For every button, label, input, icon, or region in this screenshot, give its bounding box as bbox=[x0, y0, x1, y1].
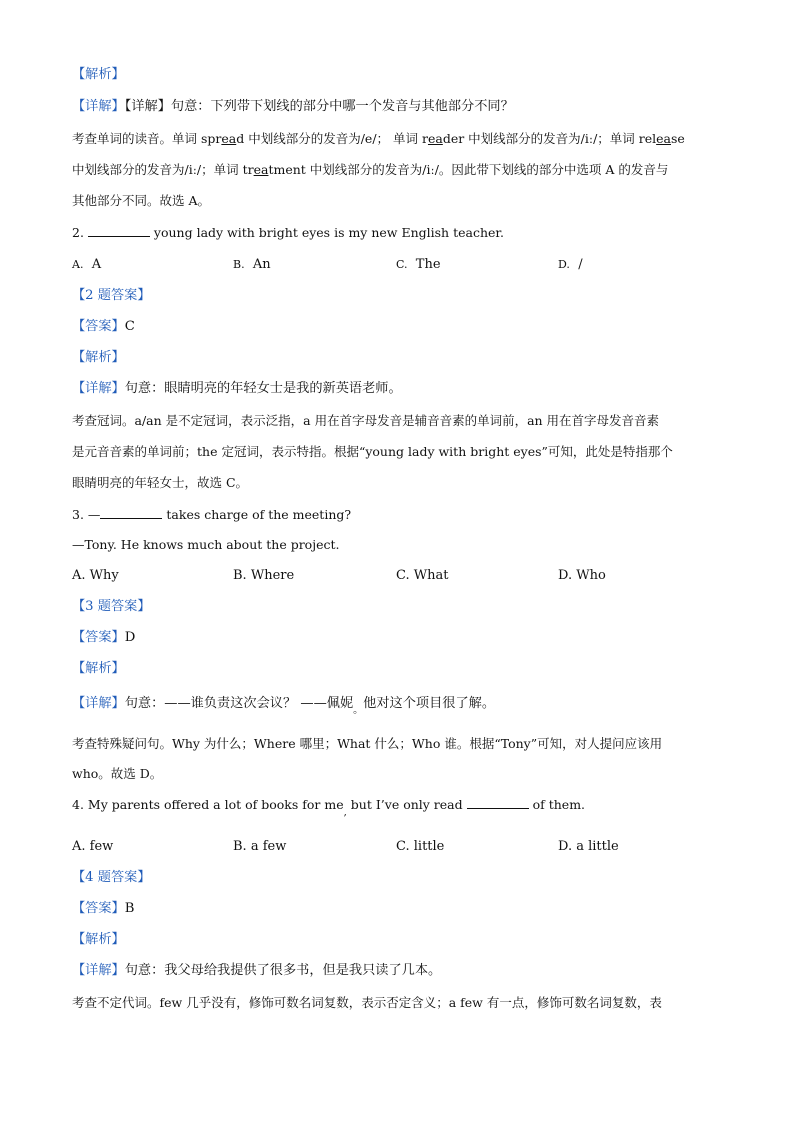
option-letter: C. bbox=[396, 568, 410, 583]
explanation-line: 考查特殊疑问句。Why 为什么；Where 哪里；What 什么；Who 谁。根据“Tony”可知，对人提问应该用 bbox=[72, 736, 663, 751]
detail-line bbox=[72, 695, 495, 714]
explanation-line: 考查冠词。a/an 是不定冠词，表示泛指，a 用在首字母发音是辅音音素的单词前，an 用在首字母发音音素 bbox=[72, 413, 660, 428]
explanation-line: 眼睛明亮的年轻女士，故选 C。 bbox=[72, 475, 249, 490]
option-b bbox=[233, 256, 271, 274]
question-2-stem bbox=[72, 224, 504, 242]
explanation-line bbox=[72, 161, 668, 179]
detail-tag: 【详解】 bbox=[72, 696, 125, 711]
answer-tag: 【答案】 bbox=[72, 901, 125, 916]
text: 考查单词的读音。单词 spr bbox=[72, 131, 222, 146]
option-letter: A. bbox=[72, 258, 84, 271]
option-letter: B. bbox=[233, 839, 247, 854]
detail-line bbox=[72, 962, 441, 980]
section-heading-analysis: 【解析】 bbox=[72, 661, 125, 676]
answer-tag: 【答案】 bbox=[72, 630, 125, 645]
text: d 中划线部分的发音为/e/； 单词 r bbox=[236, 131, 428, 146]
explanation-line bbox=[72, 130, 685, 148]
option-d bbox=[558, 567, 606, 585]
answer-value: D bbox=[124, 630, 136, 645]
underlined-letters: ea bbox=[253, 162, 269, 177]
question-4-stem bbox=[72, 796, 585, 816]
option-letter: A. bbox=[72, 568, 86, 583]
answer-tag: 【答案】 bbox=[72, 319, 125, 334]
section-heading-analysis: 【解析】 bbox=[72, 932, 125, 947]
option-text: The bbox=[415, 257, 441, 272]
option-letter: B. bbox=[233, 568, 247, 583]
detail-line bbox=[72, 98, 514, 116]
detail-text: 句意：我父母给我提供了很多书，但是我只读了几本。 bbox=[124, 963, 442, 978]
answer-line bbox=[72, 629, 135, 647]
question-text: young lady with bright eyes is my new English teacher. bbox=[153, 225, 504, 240]
question-number: 3. — bbox=[72, 507, 101, 522]
option-a bbox=[72, 838, 113, 856]
detail-text: 句意：——谁负责这次会议？ ——佩妮 bbox=[124, 696, 354, 711]
option-c bbox=[396, 256, 441, 274]
option-a bbox=[72, 256, 101, 274]
option-text: Why bbox=[89, 568, 119, 583]
option-text: An bbox=[252, 257, 271, 272]
option-a bbox=[72, 567, 119, 585]
option-c bbox=[396, 838, 444, 856]
option-text: little bbox=[413, 839, 445, 854]
option-c bbox=[396, 567, 448, 585]
section-heading-analysis: 【解析】 bbox=[72, 350, 125, 365]
answer-blank bbox=[88, 224, 150, 237]
option-text: Where bbox=[250, 568, 295, 583]
answer-value: C bbox=[124, 319, 135, 334]
answer-blank bbox=[100, 506, 162, 519]
option-d bbox=[558, 838, 619, 856]
option-b bbox=[233, 567, 294, 585]
underlined-letters: ea bbox=[427, 131, 443, 146]
underlined-letters: ea bbox=[221, 131, 237, 146]
detail-text: 他对这个项目很了解。 bbox=[363, 696, 496, 711]
question-text: of them. bbox=[532, 797, 586, 812]
detail-text: 【详解】句意：下列带下划线的部分中哪一个发音与其他部分不同？ bbox=[124, 99, 514, 114]
question-text: 4. My parents offered a lot of books for me bbox=[72, 797, 344, 812]
detail-text: 句意：眼睛明亮的年轻女士是我的新英语老师。 bbox=[124, 381, 402, 396]
explanation-line: who。故选 D。 bbox=[72, 766, 163, 781]
underlined-letters: ea bbox=[656, 131, 671, 146]
explanation-line: 是元音音素的单词前；the 定冠词，表示特指。根据“young lady with bright eyes”可知，此处是特指那个 bbox=[72, 444, 673, 459]
question-text: takes charge of the meeting? bbox=[166, 507, 352, 522]
answer-line bbox=[72, 318, 135, 336]
question-3-reply: —Tony. He knows much about the project. bbox=[72, 537, 340, 552]
punctuation: 。 bbox=[353, 705, 364, 716]
option-b bbox=[233, 838, 286, 856]
text: se bbox=[671, 131, 685, 146]
text: der 中划线部分的发音为/iː/；单词 rel bbox=[442, 131, 657, 146]
option-letter: A. bbox=[72, 839, 86, 854]
option-letter: D. bbox=[558, 568, 573, 583]
option-text: a few bbox=[250, 839, 287, 854]
text: tment 中划线部分的发音为/iː/。因此带下划线的部分中选项 A 的发音与 bbox=[268, 162, 669, 177]
detail-tag: 【详解】 bbox=[72, 381, 125, 396]
text: 中划线部分的发音为/iː/；单词 tr bbox=[72, 162, 254, 177]
option-text: What bbox=[413, 568, 449, 583]
answer-blank bbox=[467, 796, 529, 809]
question-number: 2. bbox=[72, 225, 84, 240]
option-letter: C. bbox=[396, 258, 408, 271]
answer-heading: 【2 题答案】 bbox=[72, 288, 151, 303]
question-3-stem bbox=[72, 506, 351, 524]
detail-tag: 【详解】 bbox=[72, 963, 125, 978]
answer-value: B bbox=[124, 901, 135, 916]
section-heading-analysis: 【解析】 bbox=[72, 67, 125, 82]
answer-heading: 【3 题答案】 bbox=[72, 599, 151, 614]
option-d bbox=[558, 256, 583, 274]
option-letter: D. bbox=[558, 258, 570, 271]
option-text: Who bbox=[576, 568, 606, 583]
detail-tag: 【详解】 bbox=[72, 99, 125, 114]
option-letter: D. bbox=[558, 839, 573, 854]
explanation-line: 考查不定代词。few 几乎没有，修饰可数名词复数，表示否定含义；a few 有一点，修饰可数名词复数，表 bbox=[72, 995, 662, 1010]
answer-heading: 【4 题答案】 bbox=[72, 870, 151, 885]
option-text: few bbox=[89, 839, 114, 854]
answer-line bbox=[72, 900, 134, 918]
option-text: A bbox=[91, 257, 102, 272]
option-letter: C. bbox=[396, 839, 410, 854]
detail-line bbox=[72, 380, 402, 398]
question-text: but I’ve only read bbox=[350, 797, 463, 812]
explanation-line: 其他部分不同。故选 A。 bbox=[72, 193, 211, 208]
punctuation: , bbox=[343, 807, 347, 818]
option-text: / bbox=[578, 257, 583, 272]
option-text: a little bbox=[576, 839, 619, 854]
option-letter: B. bbox=[233, 258, 245, 271]
